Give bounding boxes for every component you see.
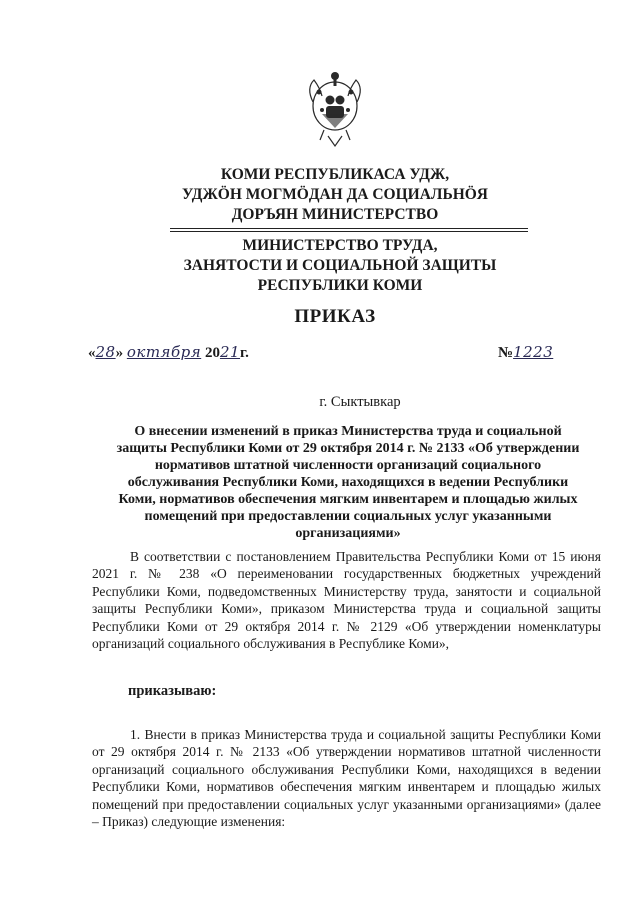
preamble	[92, 548, 601, 652]
date-year-suffix: 21	[219, 343, 241, 361]
org-name-komi	[150, 165, 520, 225]
document-type: ПРИКАЗ	[294, 306, 376, 327]
decree-word: приказываю:	[128, 683, 217, 699]
number-value: 1223	[513, 343, 554, 361]
date-day: 28	[95, 343, 116, 361]
city: г. Сыктывкар	[319, 394, 401, 410]
subject-line: помещений при предоставлении социальных услуг указанными	[144, 509, 552, 524]
org-name-russian-line: РЕСПУБЛИКИ КОМИ	[257, 277, 423, 294]
subject-line: защиты Республики Коми от 29 октября 2014 г. № 2133 «Об утверждении	[116, 441, 580, 456]
org-name-komi-line: КОМИ РЕСПУБЛИКАСА УДЖ,	[220, 166, 450, 183]
subject-line: обслуживания Республики Коми, находящихся в ведении Республики	[127, 475, 569, 490]
number-prefix: №	[498, 345, 514, 361]
item-paragraph: 1. Внести в приказ Министерства труда и социальной защиты Республики Коми от 29 октября 2014 г. № 2133 «Об утверждении нормативов штатной численности организаций социального обслуживания Республики Коми, находящихся в ведении Республики Коми, нормативов обеспечения мягким инвентарем и площадью жилых помещений при предоставлении социальных услуг указанными организациями» (далее – Приказ) следующие изменения:	[92, 727, 601, 830]
order-number	[498, 343, 553, 362]
subject-line: Коми, нормативов обеспечения мягким инвентарем и площадью жилых	[118, 492, 578, 507]
order-item-1	[92, 726, 601, 830]
date-close-quote: »	[115, 345, 124, 361]
date-open-quote: «	[88, 345, 96, 361]
subject-line: О внесении изменений в приказ Министерства труда и социальной	[134, 424, 562, 439]
date-year-abbr: г.	[240, 345, 249, 361]
org-name-russian-line: ЗАНЯТОСТИ И СОЦИАЛЬНОЙ ЗАЩИТЫ	[183, 257, 497, 274]
date-month: октября	[126, 343, 202, 361]
order-date	[88, 343, 249, 362]
header-divider-bottom	[170, 231, 528, 232]
komi-coat-of-arms-icon	[300, 66, 370, 148]
date-year-prefix: 20	[204, 345, 220, 361]
org-name-russian-line: МИНИСТЕРСТВО ТРУДА,	[242, 237, 438, 254]
subject-line: нормативов штатной численности организаций социального	[154, 458, 542, 473]
subject-line: организациями»	[295, 526, 401, 541]
org-name-russian	[155, 236, 525, 296]
org-name-komi-line: УДЖӦН МОГМӦДАН ДА СОЦИАЛЬНӦЯ	[182, 186, 488, 203]
order-subject	[98, 423, 598, 542]
preamble-paragraph: В соответствии с постановлением Правительства Республики Коми от 15 июня 2021 г. № 238 «О переименовании государственных бюджетных учреждений Республики Коми, подведомственных Министерству труда, занятости и социальной защиты Республики Коми», приказом Министерства труда и социальной защиты Республики Коми от 29 октября 2014 г. № 2129 «Об утверждении номенклатуры организаций социального обслуживания в Республике Коми»,	[92, 549, 601, 652]
header-divider-top	[170, 228, 528, 229]
org-name-komi-line: ДОРЪЯН МИНИСТЕРСТВО	[231, 206, 439, 223]
